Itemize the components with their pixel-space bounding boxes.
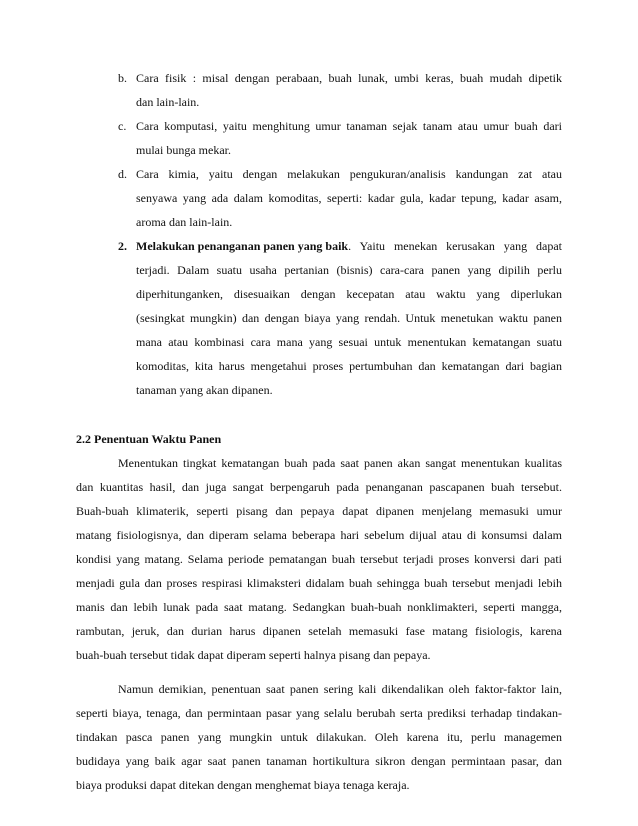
list-item-d-line-2: senyawa yang ada dalam komoditas, seperti: kadar gula, kadar tepung, kadar asam, [136,191,562,205]
paragraph-1-line-3: Buah-buah klimaterik, seperti pisang dan pepaya dapat dipanen menjelang memasuki umur [76,504,562,518]
paragraph-2-line-1: Namun demikian, penentuan saat panen sering kali dikendalikan oleh faktor-faktor lain, [118,682,562,696]
list-marker-d: d. [118,167,127,181]
list-item-d-line-1: Cara kimia, yaitu dengan melakukan pengukuran/analisis kandungan zat atau [136,167,562,181]
numbered-item-bold-lead: Melakukan penanganan panen yang baik [136,239,349,253]
paragraph-1-line-6: menjadi gula dan proses respirasi klimaksteri didalam buah sehingga buah tersebut menjadi lebih [76,576,562,590]
numbered-marker-2: 2. [118,239,127,253]
paragraph-2-line-5: biaya produksi dapat ditekan dengan menghemat biaya tenaga keraja. [76,778,410,792]
paragraph-2-line-4: budidaya yang baik agar saat panen tanaman hortikultura sikron dengan permintaan pasar, dan [76,754,562,768]
section-heading: 2.2 Penentuan Waktu Panen [76,432,222,446]
paragraph-1-line-7: manis dan lebih lunak pada saat matang. Sedangkan buah-buah nonklimakteri, seperti mangga, [76,600,562,614]
numbered-item-line-7: tanaman yang akan dipanen. [136,383,273,397]
list-item-c-line-1: Cara komputasi, yaitu menghitung umur tanaman sejak tanam atau umur buah dari [136,119,562,133]
paragraph-1-line-9: buah-buah tersebut tidak dapat diperam seperti halnya pisang dan pepaya. [76,648,431,662]
paragraph-1-line-5: kondisi yang matang. Selama periode pematangan buah tersebut terjadi proses konversi dari pati [76,552,562,566]
paragraph-1-line-2: dan kuantitas hasil, dan juga sangat berpengaruh pada penanganan pascapanen buah tersebut. [76,480,562,494]
list-marker-c: c. [118,119,127,133]
numbered-item-line-1 [136,238,562,254]
list-marker-b: b. [118,71,127,85]
numbered-item-line-6: komoditas, kita harus mengetahui proses pertumbuhan dan kematangan dari bagian [136,359,562,373]
paragraph-1-line-4: matang fisiologisnya, dan diperam selama beberapa hari sebelum dijual atau di konsumsi dalam [76,528,562,542]
list-item-b-line-1: Cara fisik : misal dengan perabaan, buah lunak, umbi keras, buah mudah dipetik [136,71,562,85]
list-item-b-line-2: dan lain-lain. [136,95,200,109]
paragraph-2-line-3: tindakan pasca panen yang mungkin untuk dilakukan. Oleh karena itu, perlu managemen [76,730,562,744]
numbered-item-line-4: (sesingkat mungkin) dan dengan biaya yang rendah. Untuk menetukan waktu panen [136,311,562,325]
numbered-item-line-3: diperhitunganken, disesuaikan dengan kecepatan atau waktu yang diperlukan [136,287,562,301]
list-item-c-line-2: mulai bunga mekar. [136,143,231,157]
list-item-d-line-3: aroma dan lain-lain. [136,215,233,229]
paragraph-1-line-8: rambutan, jeruk, dan durian harus dipanen setelah memasuki fase matang fisiologis, karena [76,624,562,638]
paragraph-1-line-1: Menentukan tingkat kematangan buah pada saat panen akan sangat menentukan kualitas [118,456,562,470]
numbered-item-line-2: terjadi. Dalam suatu usaha pertanian (bisnis) cara-cara panen yang dipilih perlu [136,263,562,277]
paragraph-2-line-2: seperti biaya, tenaga, dan permintaan pasar yang selalu berubah serta prediksi terhadap tindakan- [76,706,562,720]
numbered-item-line-5: mana atau kombinasi cara mana yang sesuai untuk menentukan kematangan suatu [136,335,562,349]
numbered-item-first-rest: . Yaitu menekan kerusakan yang dapat [348,239,562,253]
